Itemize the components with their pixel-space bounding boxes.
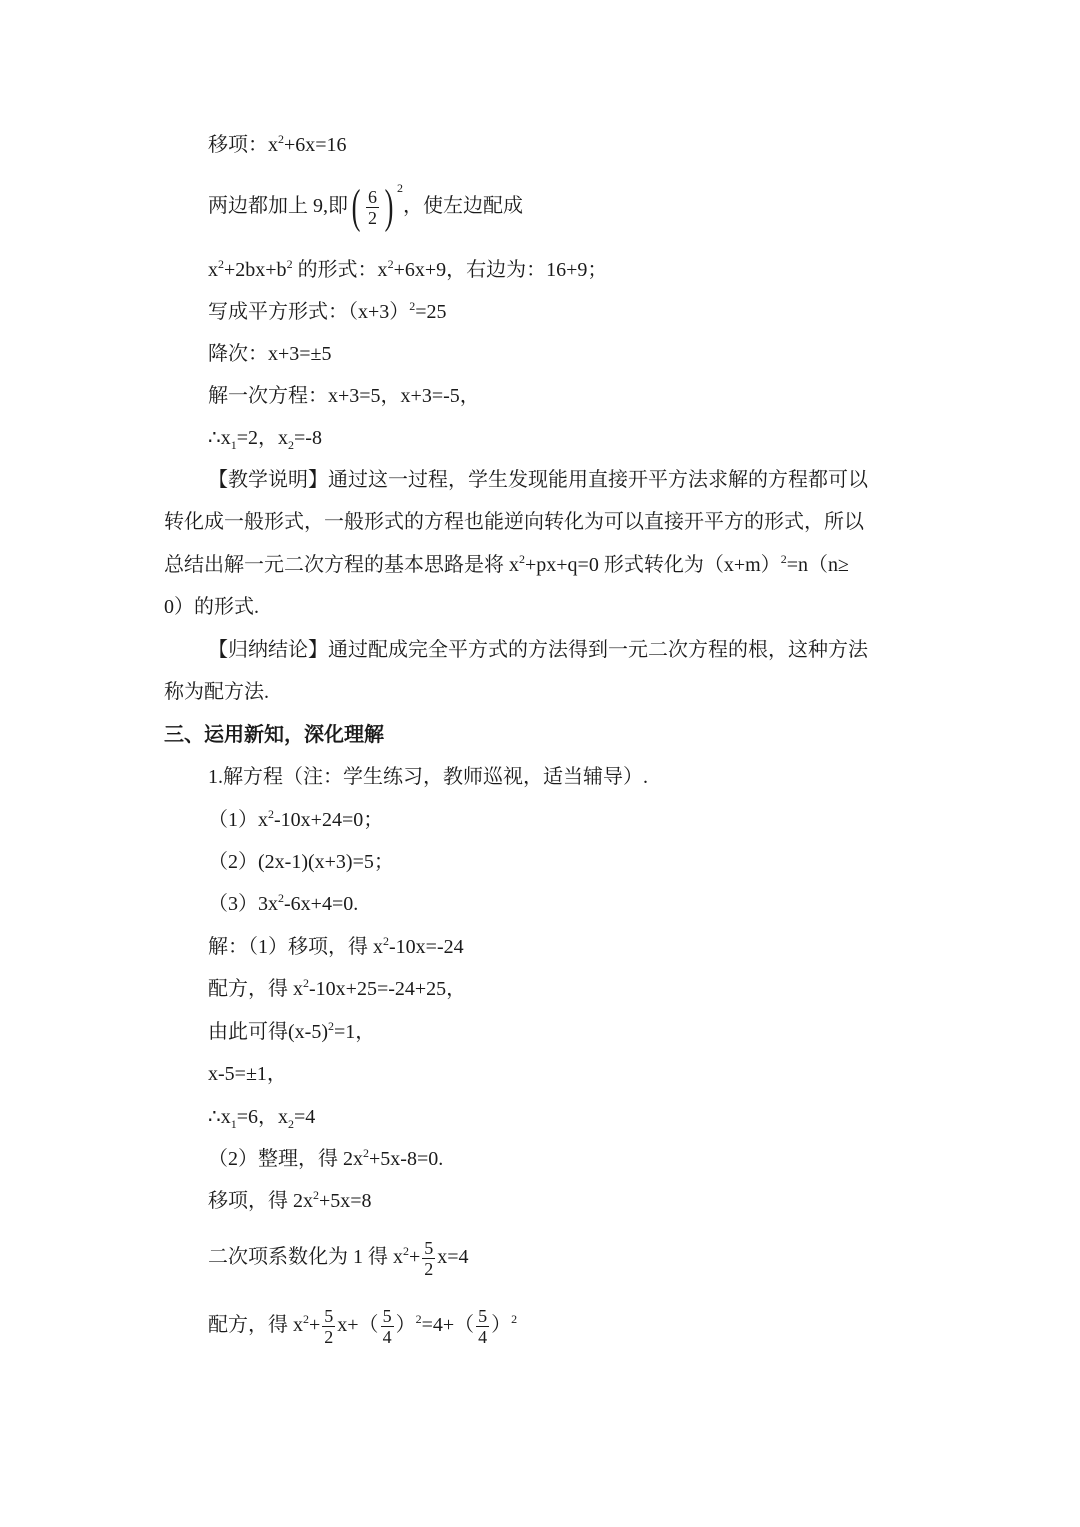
conclusion-line2: 称为配方法.: [164, 681, 269, 703]
teaching-note-line2: 转化成一般形式，一般形式的方程也能逆向转化为可以直接开平方的形式，所以: [164, 511, 864, 533]
step-linear: 解一次方程：x+3=5，x+3=-5，: [208, 385, 480, 407]
fraction-five-over-two: $\frac{5}{2}$: [324, 1305, 334, 1347]
solution-step-5: $\therefore x_1=6$，$x_2=4$: [208, 1106, 316, 1131]
teaching-note-line1: 【教学说明】通过这一过程，学生发现能用直接开平方法求解的方程都可以: [208, 469, 868, 491]
exercise-title: 1.解方程（注：学生练习，教师巡视，适当辅导）.: [208, 766, 648, 788]
exercise-1: $(1)x^2-10x+24=0$；: [208, 807, 384, 831]
step-roots: $\therefore x_1=2$，$x_2=-8$: [208, 427, 322, 452]
solution-step-9: 配方，得 $x^2+$ $\frac{5}{2}$ x+（ $\frac{5}{4}$ ）$^2$=4+（ $\frac{5}{4}$ ）$^2$: [208, 1305, 518, 1347]
fraction-five-over-two: $\frac{5}{2}$: [424, 1237, 434, 1279]
solution-step-7: 移项，得 $2x^2+5x=8$: [208, 1188, 372, 1212]
teaching-note-line3: 总结出解一元二次方程的基本思路是将 $x^2+px+q=0$ 形式转化为$(x+m)^2=n(n\ge$: [164, 552, 849, 576]
fraction-five-over-four: $\frac{5}{4}$: [382, 1305, 392, 1347]
solution-step-6: （2）整理，得 $2x^2+5x-8=0$.: [208, 1146, 444, 1170]
fraction-six-over-two: $\frac{6}{2}$: [367, 186, 377, 228]
step-square-form: 写成平方形式：$(x+3)^2=25$: [208, 299, 447, 323]
solution-step-2: 配方，得 $x^2-10x+25=-24+25$，: [208, 976, 467, 1000]
solution-step-3: 由此可得$(x-5)^2=1$，: [208, 1019, 376, 1043]
conclusion-line1: 【归纳结论】通过配成完全平方式的方法得到一元二次方程的根，这种方法: [208, 639, 868, 661]
teaching-note-line4: 0）的形式.: [164, 596, 259, 618]
step-transpose: 移项：$x^2+6x=16$: [208, 132, 347, 156]
exercise-2: （2）(2x-1)(x+3)=5；: [208, 851, 394, 873]
right-paren: ): [384, 180, 394, 234]
section-heading: 三、运用新知，深化理解: [164, 724, 384, 746]
solution-step-4: x-5=±1，: [208, 1063, 287, 1085]
step-add-nine: 两边都加上 9,即( $\frac{6}{2}$ ) $^2$，使左边配成: [208, 180, 523, 234]
left-paren: (: [351, 180, 361, 234]
exercise-3: $(3)3x^2-6x+4=0$.: [208, 891, 359, 915]
solution-step-1: 解：（1）移项，得 $x^2-10x=-24$: [208, 934, 464, 958]
step-form: $x^2+2bx+b^2$ 的形式：$x^2+6x+9$，右边为：16+9；: [208, 257, 608, 281]
solution-step-8: 二次项系数化为 1 得 $x^2+$ $\frac{5}{2}$ x=4: [208, 1237, 469, 1279]
fraction-five-over-four: $\frac{5}{4}$: [478, 1305, 488, 1347]
step-reduce: 降次：x+3=±5: [208, 343, 332, 365]
